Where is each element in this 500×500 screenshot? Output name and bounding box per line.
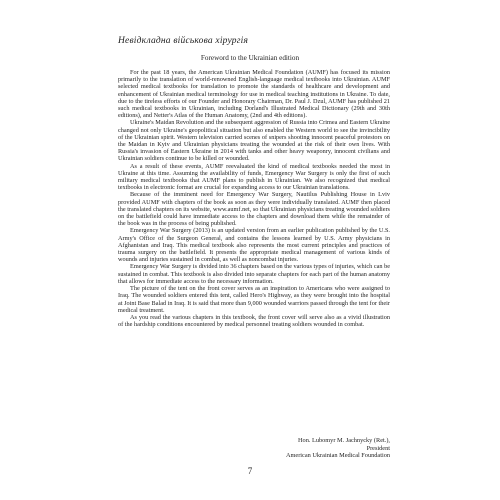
section-heading: Foreword to the Ukrainian edition — [200, 54, 300, 62]
paragraph: Emergency War Surgery (2013) is an updated version from an earlier publication published by the U.S. Army's Office of the Surgeon General, and contains the lessons learned by U.S. Army physicians in Afghanistan and Iraq. This medical textbook also represents the most current principles and practices of trauma surgery on the battlefield. It presents the appropriate medical management of various kinds of wounds and injuries sustained in combat, as well as noncombat injuries. — [118, 227, 390, 264]
paragraph: For the past 18 years, the American Ukrainian Medical Foundation (AUMF) has focused its mission primarily to the translation of world-renowned English-language medical textbooks into Ukrainian. AUMF selected medical textbooks for translation to promote the standards of healthcare and development and enhancement of Ukrainian medical terminology for use in medical teaching institutions in Ukraine. To date, due to the tireless efforts of our Founder and Honorary Chairman, Dr. Paul J. Dzul, AUMF has published 21 such medical textbooks in Ukrainian, including Dorland's Illustrated Medical Dictionary (29th and 30th editions), and Netter's Atlas of the Human Anatomy, (2nd and 4th editions). — [118, 69, 390, 120]
page-number: 7 — [247, 466, 253, 476]
signatory-title: President — [366, 444, 390, 452]
signature-block — [286, 437, 390, 460]
paragraph: The picture of the tent on the front cover serves as an inspiration to Americans who were assigned to Iraq. The wounded soldiers entered this tent, called Hero's Highway, as they were brought into the hospital at Joint Base Balad in Iraq. It is said that more than 9,000 wounded warriors passed through the tent for their medical treatment. — [118, 285, 390, 314]
running-head: Невідкладна військова хірургія — [118, 36, 249, 46]
paragraph: As a result of these events, AUMF reevaluated the kind of medical textbooks needed the most in Ukraine at this time. Assuming the availability of funds, Emergency War Surgery is only the first of such military medical textbooks that AUMF plans to publish in Ukrainian. We also recognized that medical textbooks in electronic format are crucial for expanding access to our Ukrainian translations. — [118, 162, 390, 192]
paragraph: Emergency War Surgery is divided into 36 chapters based on the various types of injuries, which can be sustained in combat. This textbook is also divided into separate chapters for each part of the human anatomy that allows for immediate access to the necessary information. — [118, 263, 390, 285]
paragraph: As you read the various chapters in this textbook, the front cover will serve also as a vivid illustration of the hardship conditions encountered by medical personnel treating soldiers wounded in combat. — [118, 313, 390, 329]
paragraph: Because of the imminent need for Emergency War Surgery, Nautilus Publishing House in Lviv provided AUMF with chapters of the book as soon as they were individually translated. AUMF then placed the translated chapters on its website, www.aumf.net, so that Ukrainian physicians treating wounded soldiers on the battlefield could have immediate access to the chapters and download them while the remainder of the book was in the process of being published. — [118, 191, 390, 228]
signatory-name: Hon. Lubomyr M. Jachnycky (Ret.), — [298, 437, 390, 444]
signatory-organization: American Ukrainian Medical Foundation — [285, 452, 390, 460]
foreword-body — [118, 69, 390, 328]
paragraph: Ukraine's Maidan Revolution and the subsequent aggression of Russia into Crimea and Eastern Ukraine changed not only Ukraine's geopolitical situation but also enabled the Western world to see the invincibility of the Ukrainian spirit. Western television carried scenes of snipers shooting innocent peaceful protestors on the Maidan in Kyiv and Ukrainian physicians treating the wounded at the risk of their own lives. With Russia's invasion of Eastern Ukraine in 2014 with tanks and other heavy weaponry, innocent civilians and Ukrainian soldiers continue to be killed or wounded. — [118, 119, 390, 163]
